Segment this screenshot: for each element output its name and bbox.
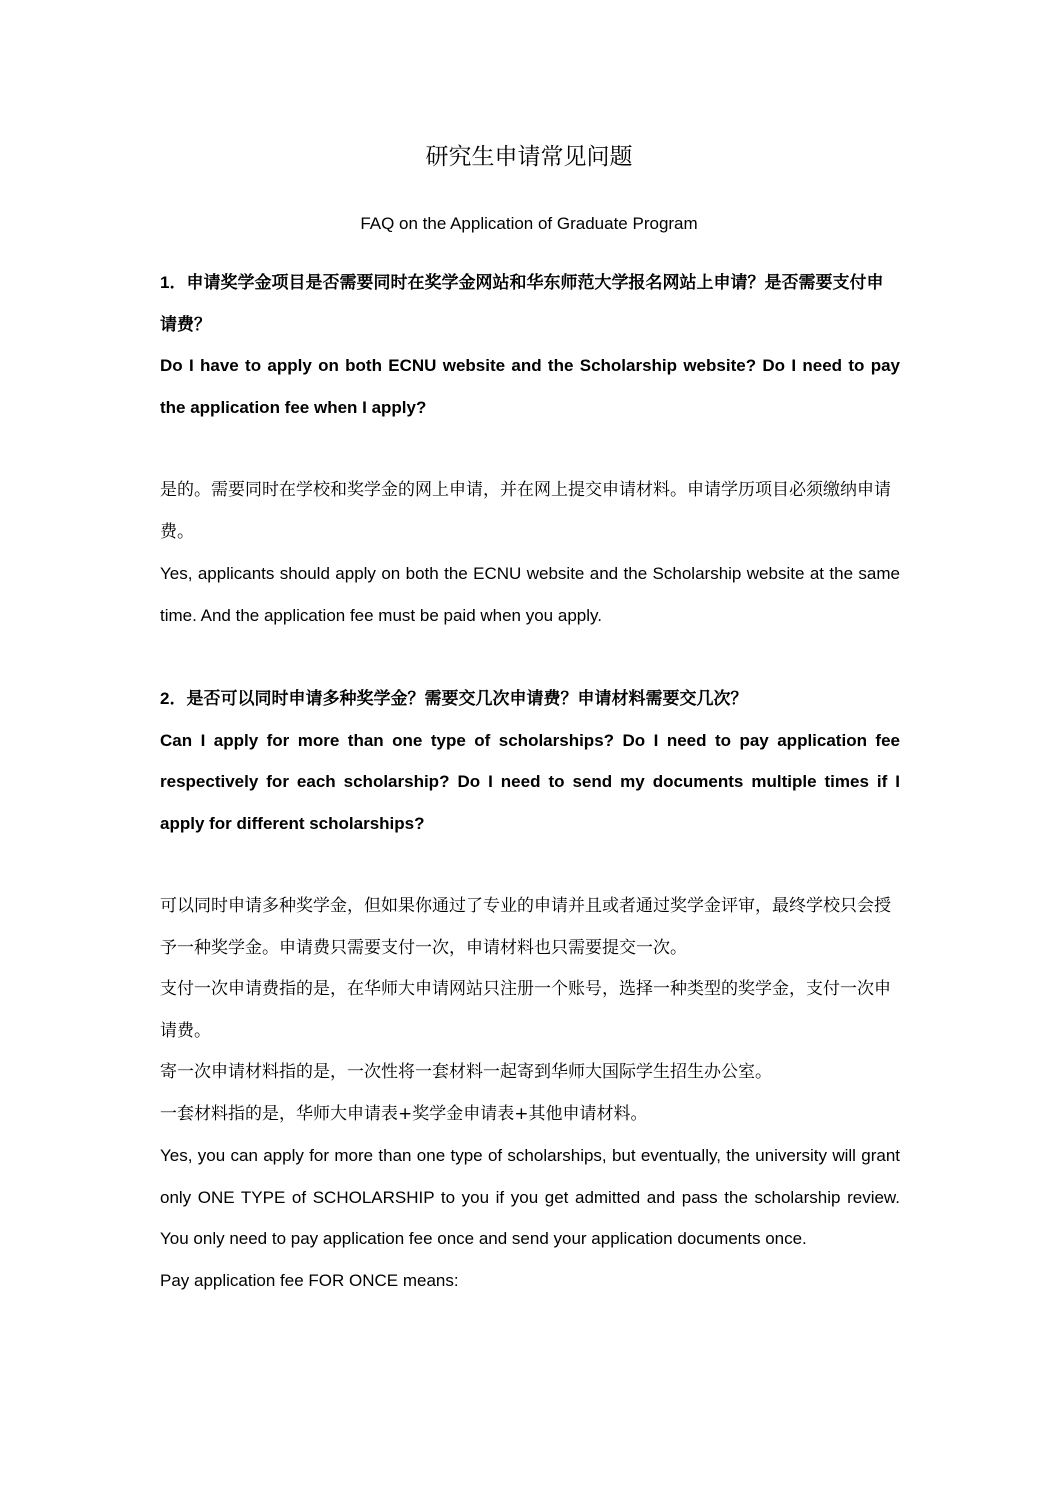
- answer-2-chinese-p3: 寄一次申请材料指的是，一次性将一套材料一起寄到华师大国际学生招生办公室。: [160, 1062, 772, 1082]
- answer-1-chinese: 是的。需要同时在学校和奖学金的网上申请，并在网上提交申请材料。申请学历项目必须缴纳申请费。: [160, 480, 891, 542]
- question-1-english: Do I have to apply on both ECNU website and the Scholarship website? Do I need to pay the application fee when I apply?: [160, 356, 900, 417]
- answer-2-chinese-p2: 支付一次申请费指的是，在华师大申请网站只注册一个账号，选择一种类型的奖学金，支付一次申请费。: [160, 979, 891, 1041]
- faq-answer-1: [160, 470, 900, 636]
- page-title-chinese: 研究生申请常见问题: [425, 144, 633, 170]
- answer-2-english-p1: Yes, you can apply for more than one type of scholarships, but eventually, the university will grant only ONE TYPE of SCHOLARSHIP to you if you get admitted and pass the scholarship review. You only need to pay application fee once and send your application documents once.: [160, 1146, 900, 1248]
- question-2-chinese: 2．是否可以同时申请多种奖学金？需要交几次申请费？申请材料需要交几次？: [160, 689, 748, 708]
- answer-2-chinese-p4: 一套材料指的是，华师大申请表+奖学金申请表+其他申请材料。: [160, 1103, 648, 1124]
- faq-answer-2: [160, 886, 900, 1301]
- question-2-english: Can I apply for more than one type of scholarships? Do I need to pay application fee respectively for each scholarship? Do I need to send my documents multiple times if I apply for different scholarships?: [160, 730, 900, 833]
- faq-question-1: [160, 262, 900, 428]
- answer-2-chinese-p1: 可以同时申请多种奖学金，但如果你通过了专业的申请并且或者通过奖学金评审，最终学校只会授予一种奖学金。申请费只需要支付一次，申请材料也只需要提交一次。: [160, 896, 891, 958]
- page-title-english: FAQ on the Application of Graduate Program: [360, 214, 698, 233]
- faq-question-2: [160, 678, 900, 844]
- question-1-chinese: 1．申请奖学金项目是否需要同时在奖学金网站和华东师范大学报名网站上申请？是否需要支付申请费？: [160, 273, 884, 334]
- answer-2-english-p2: Pay application fee FOR ONCE means:: [160, 1270, 459, 1290]
- answer-1-english: Yes, applicants should apply on both the ECNU website and the Scholarship website at the same time. And the application fee must be paid when you apply.: [160, 564, 900, 625]
